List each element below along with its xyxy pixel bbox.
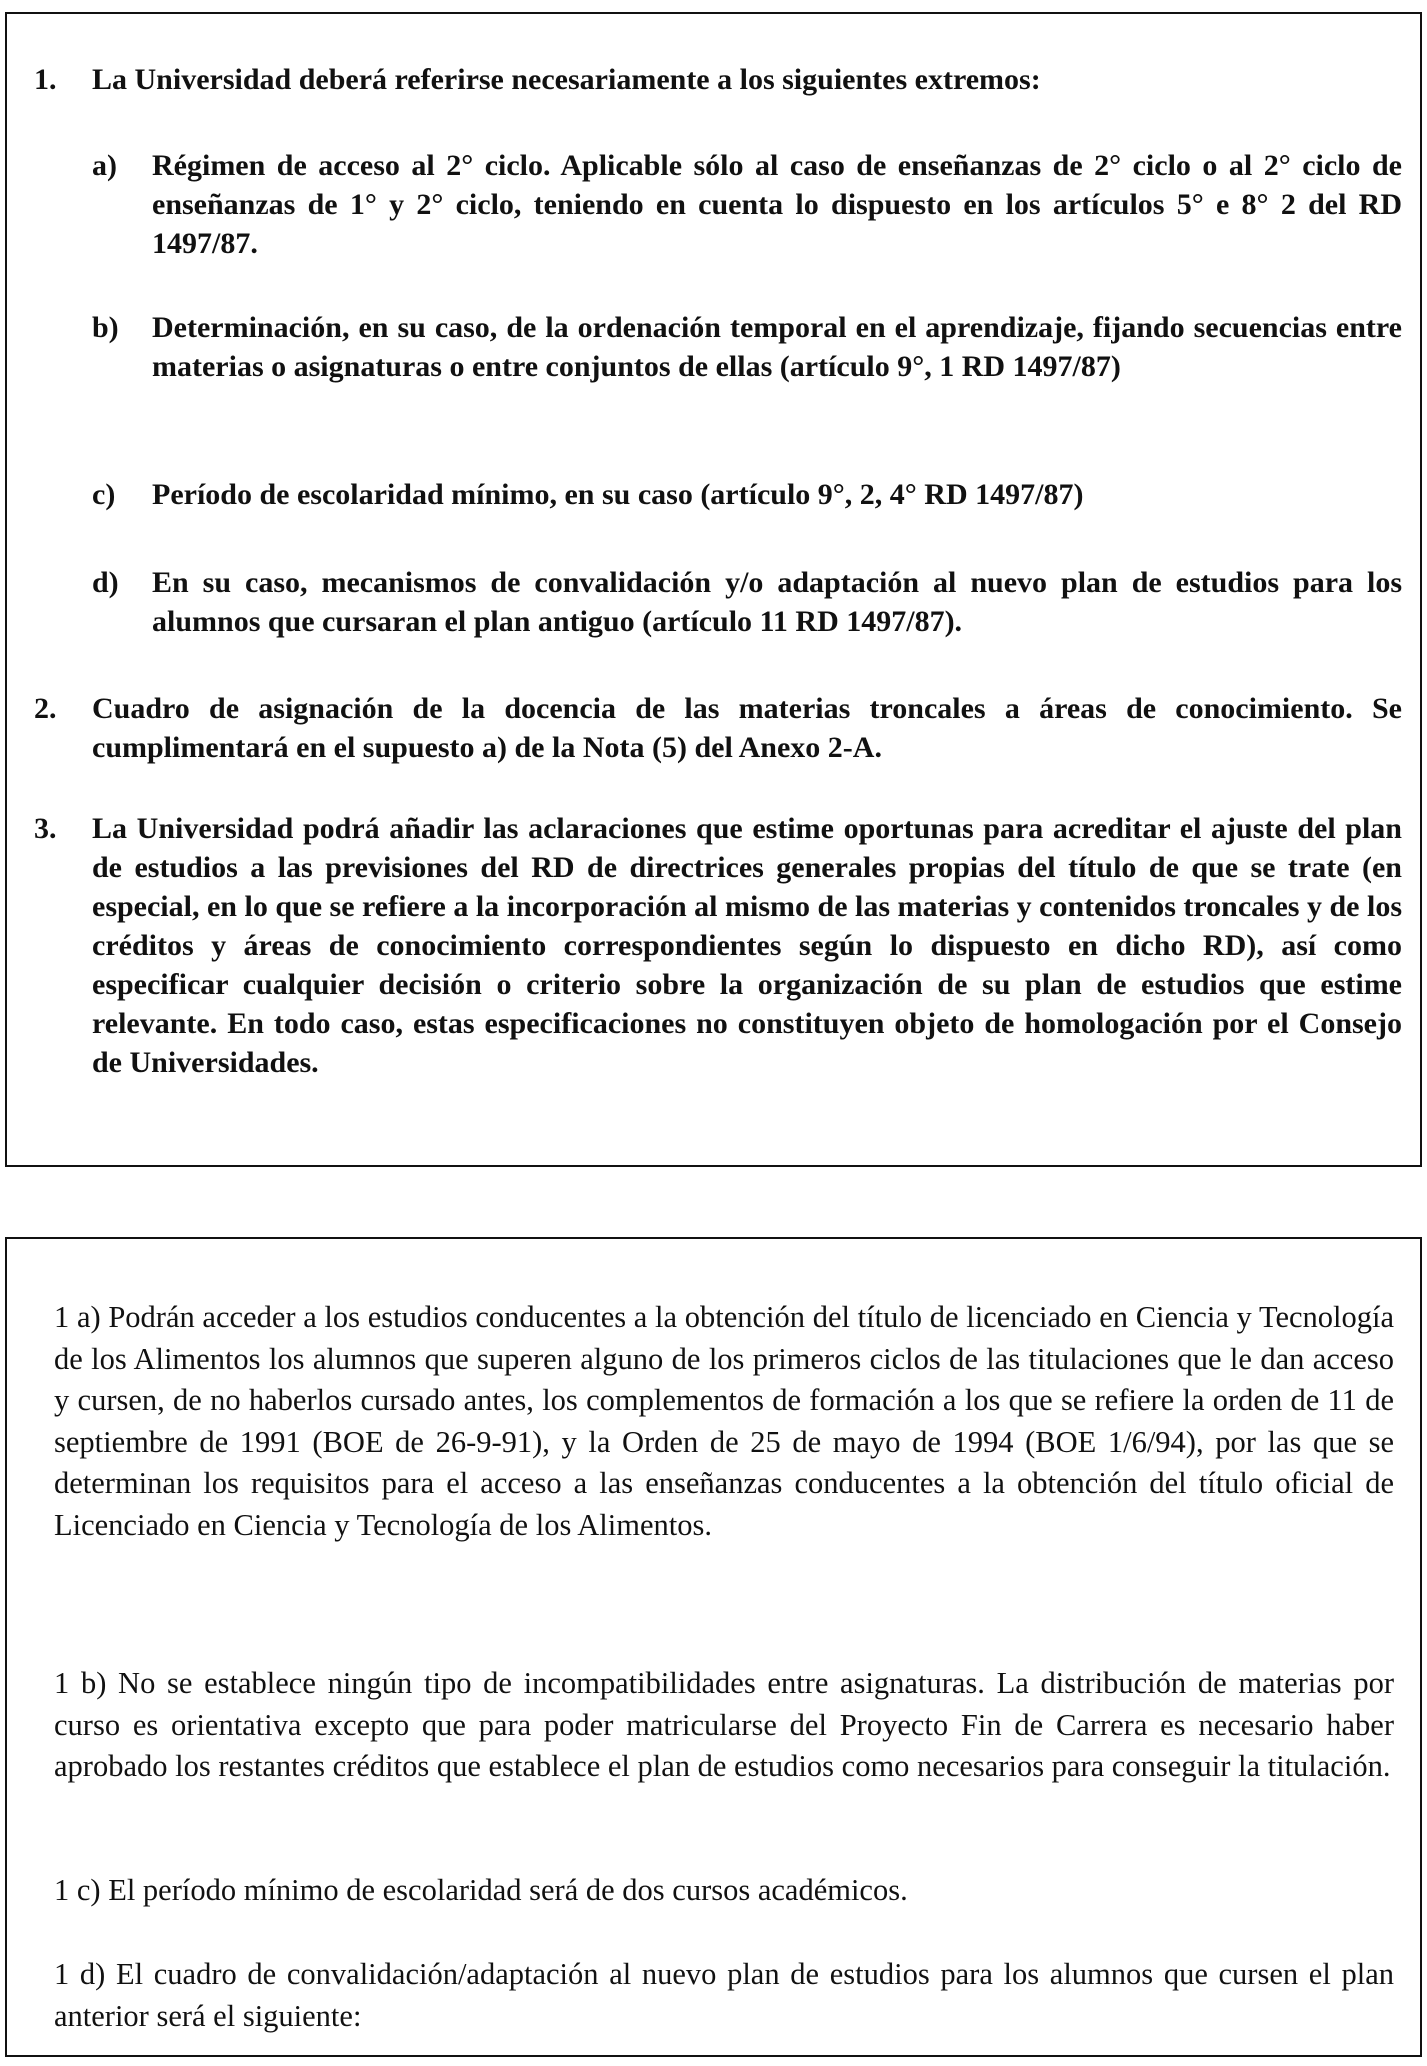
answer-1b: 1 b) No se establece ningún tipo de incompatibilidades entre asignaturas. La distribución de materias por curso es orientativa excepto que para poder matricularse del Proyecto Fin de Carrera es necesario haber aprobado los restantes créditos que establece el plan de estudios como necesarios para conseguir la titulación. <box>54 1666 1394 1783</box>
answer-1c: 1 c) El período mínimo de escolaridad será de dos cursos académicos. <box>54 1873 908 1907</box>
requirements-box <box>5 12 1422 1167</box>
item-3-text: La Universidad podrá añadir las aclaraciones que estime oportunas para acreditar el ajuste del plan de estudios a las previsiones del RD de directrices generales propias del título de que se trate (en especial, en lo que se refiere a la incorporación al mismo de las materias y contenidos troncales y de los créditos y áreas de conocimiento correspondientes según lo dispuesto en dicho RD), así como especificar cualquier decisión o criterio sobre la organización de su plan de estudios que estime relevante. En todo caso, estas especificaciones no constituyen objeto de homologación por el Consejo de Universidades. <box>92 812 1402 1079</box>
answer-1a: 1 a) Podrán acceder a los estudios conducentes a la obtención del título de licenciado en Ciencia y Tecnología de los Alimentos los alumnos que superen alguno de los primeros ciclos de las titulaciones que le dan acceso y cursen, de no haberlos cursado antes, los complementos de formación a los que se refiere la orden de 11 de septiembre de 1991 (BOE de 26-9-91), y la Orden de 25 de mayo de 1994 (BOE 1/6/94), por las que se determinan los requisitos para el acceso a las enseñanzas conducentes a la obtención del título oficial de Licenciado en Ciencia y Tecnología de los Alimentos. <box>54 1300 1394 1542</box>
item-d-text: En su caso, mecanismos de convalidación y/o adaptación al nuevo plan de estudios para los alumnos que cursaran el plan antiguo (artículo 11 RD 1497/87). <box>152 566 1402 638</box>
item-2-number: 2. <box>34 692 57 725</box>
item-b-label: b) <box>92 311 119 344</box>
item-d-label: d) <box>92 566 119 599</box>
item-3-number: 3. <box>34 812 57 845</box>
item-c-label: c) <box>92 478 116 511</box>
item-1-number: 1. <box>34 63 57 96</box>
item-b-text: Determinación, en su caso, de la ordenación temporal en el aprendizaje, fijando secuencias entre materias o asignaturas o entre conjuntos de ellas (artículo 9°, 1 RD 1497/87) <box>152 311 1402 383</box>
answers-box <box>5 1237 1422 2057</box>
answer-1d: 1 d) El cuadro de convalidación/adaptación al nuevo plan de estudios para los alumnos que cursen el plan anterior será el siguiente: <box>54 1957 1394 2033</box>
item-1-text: La Universidad deberá referirse necesariamente a los siguientes extremos: <box>92 63 1041 96</box>
item-a-label: a) <box>92 149 117 182</box>
item-c-text: Período de escolaridad mínimo, en su caso (artículo 9°, 2, 4° RD 1497/87) <box>152 478 1084 511</box>
item-2-text: Cuadro de asignación de la docencia de las materias troncales a áreas de conocimiento. Se cumplimentará en el supuesto a) de la Nota (5) del Anexo 2-A. <box>92 692 1402 764</box>
item-a-text: Régimen de acceso al 2° ciclo. Aplicable sólo al caso de enseñanzas de 2° ciclo o al 2° ciclo de enseñanzas de 1° y 2° ciclo, teniendo en cuenta lo dispuesto en los artículos 5° e 8° 2 del RD 1497/87. <box>152 149 1402 260</box>
